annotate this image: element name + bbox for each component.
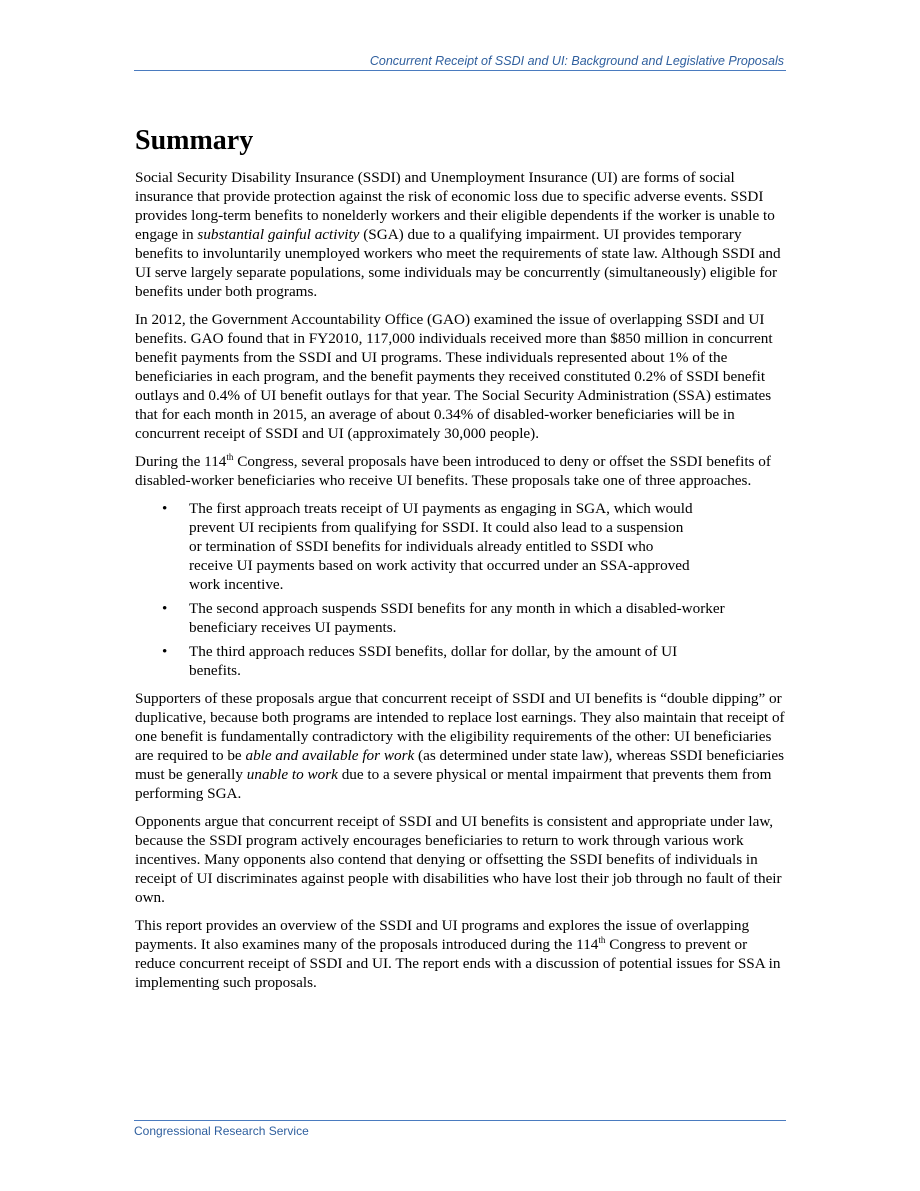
summary-section (135, 124, 785, 1001)
paragraph-3-superscript: th (226, 452, 234, 462)
list-item-text: The third approach reduces SSDI benefits, dollar for dollar, by the amount of UI benefits. (189, 643, 678, 679)
paragraph-3-text-a: During the 114 (135, 453, 227, 470)
list-item (135, 599, 785, 637)
paragraph-4-text-a: Supporters of these proposals argue that concurrent receipt of SSDI and UI benefits is “double dipping” or duplicative, because both programs are intended to replace lost earnings. They also maintain that receipt of one benefit is fundamentally contradictory with the eligibility requirements of the other: UI beneficiaries are required to be (135, 690, 785, 764)
paragraph-4-text-c: due to a severe physical or mental impairment that prevents them from performing SGA. (135, 766, 772, 802)
paragraph-4-emphasis-1: able and available for work (245, 747, 415, 764)
paragraph-1-text-a: Social Security Disability Insurance (SSDI) and Unemployment Insurance (UI) are forms of social insurance that provide protection against the risk of economic loss due to specific adverse events. SSDI provides long-term benefits to nonelderly workers and their eligible dependents if the worker is unable to engage in (135, 169, 775, 243)
paragraph-3 (135, 452, 785, 490)
bullet-icon: • (162, 600, 168, 617)
running-header-title: Concurrent Receipt of SSDI and UI: Background and Legislative Proposals (369, 54, 784, 68)
page-footer (134, 1120, 786, 1138)
paragraph-6-text-b: Congress to prevent or reduce concurrent receipt of SSDI and UI. The report ends with a discussion of potential issues for SSA in implementing such proposals. (135, 936, 781, 991)
list-item-text: The second approach suspends SSDI benefits for any month in which a disabled-worker beneficiary receives UI payments. (189, 600, 725, 636)
list-item (135, 499, 785, 594)
approaches-list (135, 499, 785, 680)
paragraph-2: In 2012, the Government Accountability Office (GAO) examined the issue of overlapping SSDI and UI benefits. GAO found that in FY2010, 117,000 individuals received more than $850 million in concurrent benefit payments from the SSDI and UI programs. These individuals represented about 1% of the beneficiaries in each program, and the benefit payments they received constituted 0.2% of SSDI benefit outlays and 0.4% of UI benefit outlays for that year. The Social Security Administration (SSA) estimates that for each month in 2015, an average of about 0.34% of disabled-worker beneficiaries will be in concurrent receipt of SSDI and UI (approximately 30,000 people). (135, 311, 773, 442)
bullet-icon: • (162, 500, 168, 517)
paragraph-3-text-b: Congress, several proposals have been introduced to deny or offset the SSDI benefits of disabled-worker beneficiaries who receive UI benefits. These proposals take one of three approaches. (135, 453, 771, 489)
paragraph-4-text-b: (as determined under state law), whereas SSDI beneficiaries must be generally (135, 747, 785, 783)
footer-publisher: Congressional Research Service (134, 1124, 309, 1138)
paragraph-6 (135, 916, 785, 992)
paragraph-1 (135, 168, 785, 301)
running-header (134, 54, 786, 71)
paragraph-4 (135, 689, 785, 803)
paragraph-1-emphasis: substantial gainful activity (197, 226, 360, 243)
paragraph-6-superscript: th (598, 935, 606, 945)
paragraph-5: Opponents argue that concurrent receipt of SSDI and UI benefits is consistent and appropriate under law, because the SSDI program actively encourages beneficiaries to return to work through various work incentives. Many opponents also contend that denying or offsetting the SSDI benefits of individuals in receipt of UI discriminates against people with disabilities who have lost their job through no fault of their own. (135, 813, 782, 906)
list-item (135, 642, 785, 680)
paragraph-6-text-a: This report provides an overview of the SSDI and UI programs and explores the issue of overlapping payments. It also examines many of the proposals introduced during the 114 (135, 917, 750, 953)
page-title: Summary (135, 125, 254, 156)
list-item-text: The first approach treats receipt of UI payments as engaging in SGA, which would prevent UI recipients from qualifying for SSDI. It could also lead to a suspension or termination of SSDI benefits for individuals already entitled to SSDI who receive UI payments based on work activity that occurred under an SSA-approved work incentive. (189, 500, 693, 593)
paragraph-4-emphasis-2: unable to work (246, 766, 338, 783)
paragraph-1-text-b: (SGA) due to a qualifying impairment. UI provides temporary benefits to involuntarily unemployed workers who meet the requirements of state law. Although SSDI and UI serve largely separate populations, some individuals may be concurrently (simultaneously) eligible for benefits under both programs. (135, 226, 781, 300)
bullet-icon: • (162, 643, 168, 660)
